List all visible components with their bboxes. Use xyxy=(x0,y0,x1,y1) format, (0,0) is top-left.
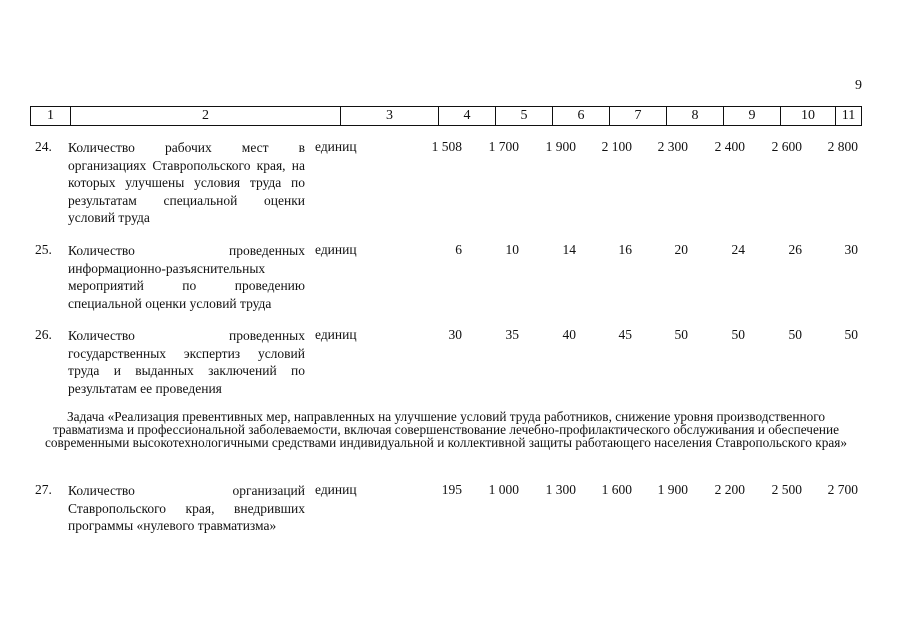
header-cell-1: 1 xyxy=(31,107,71,125)
header-cell-3: 3 xyxy=(341,107,439,125)
row-indicator-name: Количество организаций Ставропольского края, внедривших программы «нулевого травматизма» xyxy=(68,483,305,534)
value-col-11: 50 xyxy=(844,327,858,342)
value-col-8: 2 300 xyxy=(657,139,688,154)
value-col-6: 40 xyxy=(562,327,576,342)
row-indicator-name: Количество проведенных государственных экспертиз условий труда и выданных заключений по результатам ее проведения xyxy=(68,328,305,396)
page-number: 9 xyxy=(855,78,862,93)
value-col-6: 14 xyxy=(562,242,576,257)
value-col-8: 1 900 xyxy=(657,482,688,497)
value-col-10: 2 600 xyxy=(771,139,802,154)
value-col-8: 50 xyxy=(674,327,688,342)
header-cell-10: 10 xyxy=(781,107,836,125)
value-col-10: 26 xyxy=(788,242,802,257)
column-header-table xyxy=(30,106,862,126)
value-col-9: 2 400 xyxy=(714,139,745,154)
value-col-10: 50 xyxy=(788,327,802,342)
task-heading: Задача «Реализация превентивных мер, направленных на улучшение условий труда работников, снижение уровня производственного травматизма и профессиональной заболеваемости, включая совершенствование лечебно-профилактического обслуживания и обеспечение современными высокотехнологичными средствами индивидуальной и коллективной защиты работающего населения Ставропольского края» xyxy=(44,409,848,450)
value-col-7: 16 xyxy=(618,242,632,257)
value-col-9: 50 xyxy=(731,327,745,342)
header-cell-7: 7 xyxy=(610,107,667,125)
row-number: 24. xyxy=(35,139,52,154)
row-number: 26. xyxy=(35,327,52,342)
value-col-11: 30 xyxy=(844,242,858,257)
row-unit: единиц xyxy=(315,482,357,497)
row-indicator-name: Количество проведенных информационно-разъяснительных мероприятий по проведению специальной оценки условий труда xyxy=(68,243,305,311)
value-col-4: 30 xyxy=(448,327,462,342)
row-unit: единиц xyxy=(315,327,357,342)
row-number: 25. xyxy=(35,242,52,257)
value-col-5: 1 700 xyxy=(488,139,519,154)
value-col-8: 20 xyxy=(674,242,688,257)
value-col-11: 2 800 xyxy=(827,139,858,154)
value-col-6: 1 300 xyxy=(545,482,576,497)
value-col-5: 35 xyxy=(505,327,519,342)
header-cell-5: 5 xyxy=(496,107,553,125)
value-col-4: 195 xyxy=(441,482,462,497)
value-col-9: 24 xyxy=(731,242,745,257)
value-col-5: 1 000 xyxy=(488,482,519,497)
row-indicator-name: Количество рабочих мест в организациях Ставропольского края, на которых улучшены условия труда по результатам специальной оценки условий труда xyxy=(68,140,305,226)
header-cell-8: 8 xyxy=(667,107,724,125)
value-col-10: 2 500 xyxy=(771,482,802,497)
row-number: 27. xyxy=(35,482,52,497)
value-col-4: 1 508 xyxy=(431,139,462,154)
value-col-7: 2 100 xyxy=(601,139,632,154)
value-col-5: 10 xyxy=(505,242,519,257)
value-col-4: 6 xyxy=(455,242,462,257)
header-cell-4: 4 xyxy=(439,107,496,125)
row-unit: единиц xyxy=(315,242,357,257)
row-unit: единиц xyxy=(315,139,357,154)
value-col-7: 1 600 xyxy=(601,482,632,497)
value-col-11: 2 700 xyxy=(827,482,858,497)
value-col-6: 1 900 xyxy=(545,139,576,154)
value-col-7: 45 xyxy=(618,327,632,342)
header-cell-2: 2 xyxy=(71,107,341,125)
header-cell-11: 11 xyxy=(841,108,856,123)
value-col-9: 2 200 xyxy=(714,482,745,497)
header-cell-6: 6 xyxy=(553,107,610,125)
header-cell-9: 9 xyxy=(724,107,781,125)
